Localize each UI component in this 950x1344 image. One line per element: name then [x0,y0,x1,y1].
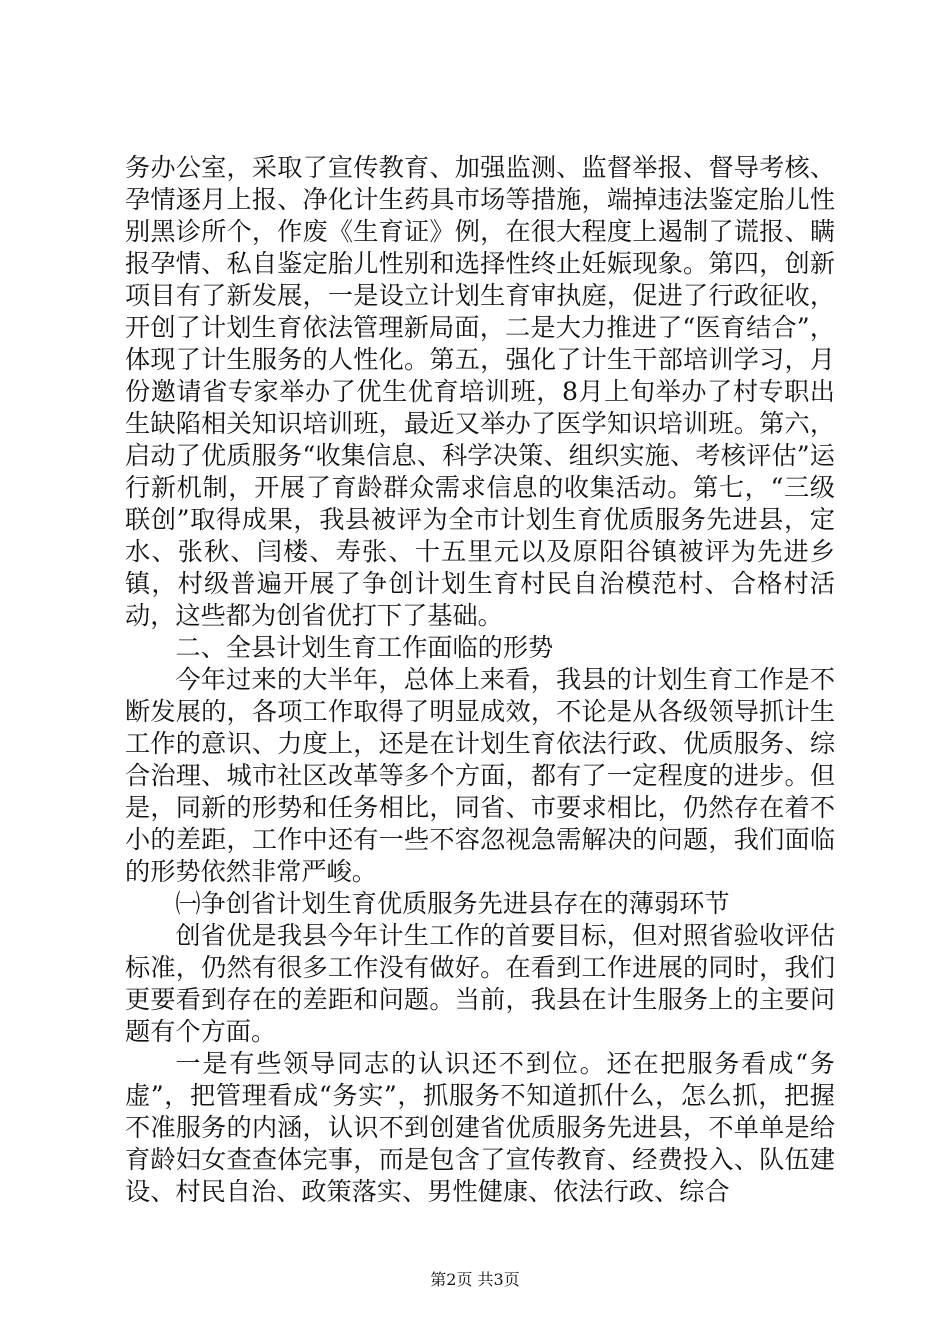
document-body [125,152,835,1208]
paragraph-problem-one: 一是有些领导同志的认识还不到位。还在把服务看成“务虚”，把管理看成“务实”，抓服务不知道抓什么，怎么抓，把握不准服务的内涵，认识不到创建省优质服务先进县，不单单是给育龄妇女查查体完事，而是包含了宣传教育、经费投入、队伍建设、村民自治、政策落实、男性健康、依法行政、综合 [125,1049,835,1206]
subsection-heading-weak-links: ㈠争创省计划生育优质服务先进县存在的薄弱环节 [175,889,730,918]
page-footer: 第2页 共3页 [430,1270,520,1289]
section-heading-situation: 二、全县计划生育工作面临的形势 [175,633,554,662]
paragraph-situation-overview: 今年过来的大半年，总体上来看，我县的计划生育工作是不断发展的，各项工作取得了明显成效，不论是从各级领导抓计生工作的意识、力度上，还是在计划生育依法行政、优质服务、综合治理、城市社区改革等多个方面，都有了一定程度的进步。但是，同新的形势和任务相比，同省、市要求相比，仍然存在着不小的差距，工作中还有一些不容忽视急需解决的问题，我们面临的形势依然非常严峻。 [125,665,835,886]
paragraph-weak-links-intro: 创省优是我县今年计生工作的首要目标，但对照省验收评估标准，仍然有很多工作没有做好。在看到工作进展的同时，我们更要看到存在的差距和问题。当前，我县在计生服务上的主要问题有个方面。 [125,921,835,1046]
paragraph-achievements-continued: 务办公室，采取了宣传教育、加强监测、监督举报、督导考核、孕情逐月上报、净化计生药具市场等措施，端掉违法鉴定胎儿性别黑诊所个，作废《生育证》例，在很大程度上遏制了谎报、瞒报孕情、私自鉴定胎儿性别和选择性终止妊娠现象。第四，创新项目有了新发展，一是设立计划生育审执庭，促进了行政征收，开创了计划生育依法管理新局面，二是大力推进了“医育结合”，体现了计生服务的人性化。第五，强化了计生干部培训学习，月份邀请省专家举办了优生优育培训班，8月上旬举办了村专职出生缺陷相关知识培训班，最近又举办了医学知识培训班。第六，启动了优质服务“收集信息、科学决策、组织实施、考核评估”运行新机制，开展了育龄群众需求信息的收集活动。第七，“三级联创”取得成果，我县被评为全市计划生育优质服务先进县，定水、张秋、闫楼、寿张、十五里元以及原阳谷镇被评为先进乡镇，村级普遍开展了争创计划生育村民自治模范村、合格村活动，这些都为创省优打下了基础。 [125,153,835,630]
